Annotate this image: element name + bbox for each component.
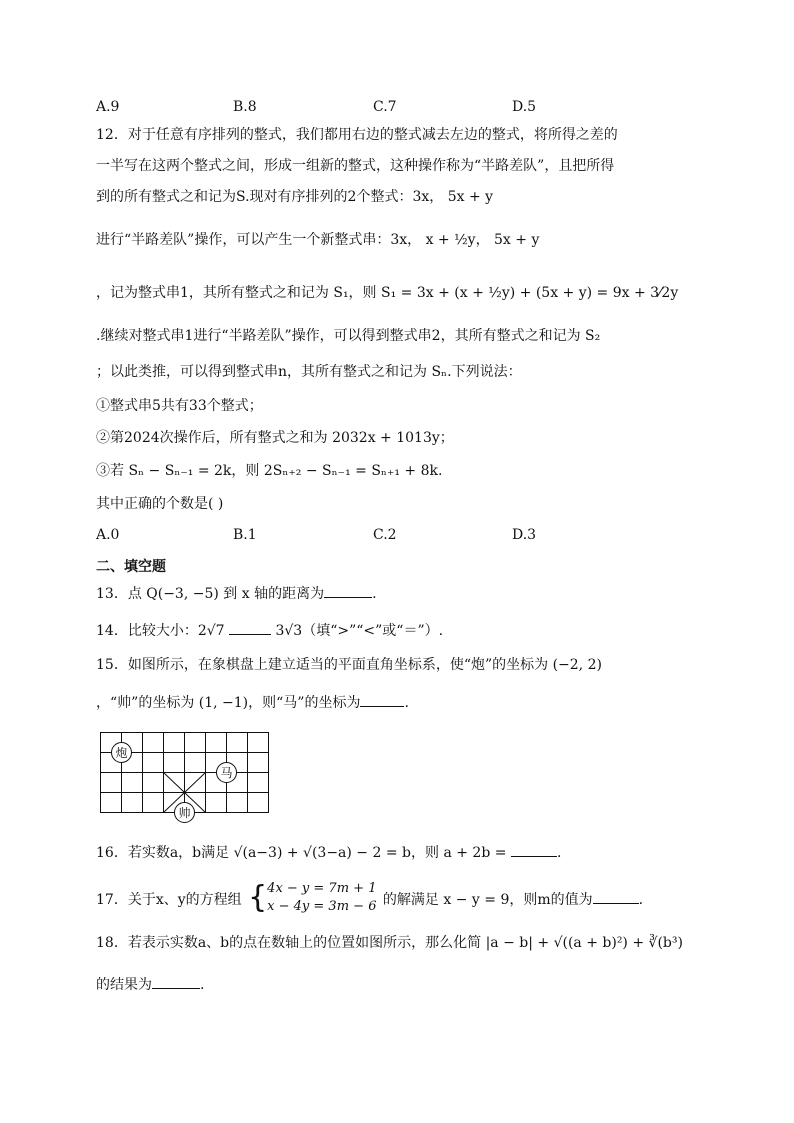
- q18-line-2: [96, 974, 204, 995]
- q12-line-6: .继续对整式串1进行“半路差队”操作，可以得到整式串2，其所有整式之和记为 S₂: [96, 328, 601, 344]
- q17-eq-2: x − 4y = 3m − 6: [267, 899, 377, 914]
- q12-statement-3: ③若 Sₙ − Sₙ₋₁ = 2k，则 2Sₙ₊₂ − Sₙ₋₁ = Sₙ₊₁ + 8k.: [96, 463, 443, 479]
- q17-prefix: 17．关于x、y的方程组: [96, 892, 242, 908]
- pao-label: 炮: [115, 746, 128, 760]
- q11-option-b: B.8: [233, 99, 257, 115]
- shuai-label: 帅: [178, 806, 191, 820]
- q13-text: 13．点 Q(−3, −5) 到 x 轴的距离为: [96, 586, 325, 602]
- q15-answer-blank[interactable]: [360, 692, 404, 707]
- q17-brace: {: [248, 880, 268, 915]
- q12-option-a: A.0: [96, 527, 120, 543]
- q12-question: 其中正确的个数是( ): [96, 496, 224, 512]
- q12-statement-2: ②第2024次操作后，所有整式之和为 2032x + 1013y；: [96, 430, 454, 446]
- q12-option-b: B.1: [233, 527, 257, 543]
- q18-line-1: 18．若表示实数a、b的点在数轴上的位置如图所示，那么化简 |a − b| + √((a + b)²) + ∛(b³): [96, 935, 683, 951]
- q12-line-7: ；以此类推，可以得到整式串n，其所有整式之和记为 Sₙ.下列说法：: [96, 364, 522, 380]
- piece-shuai: [175, 803, 195, 823]
- q17-system: [248, 880, 376, 916]
- q18-end: .: [200, 977, 205, 993]
- q17-suffix: 的解满足 x − y = 9，则m的值为: [382, 892, 593, 908]
- ma-label: 马: [220, 766, 233, 780]
- chessboard-figure: [96, 728, 276, 824]
- q14-line: [96, 620, 443, 641]
- q12-option-d: D.3: [512, 527, 537, 543]
- q16-answer-blank[interactable]: [511, 842, 557, 857]
- q15-text: ，“帅”的坐标为 (1, −1)，则“马”的坐标为: [96, 695, 361, 711]
- q14-mid: 3√3（填“>”“<”或“＝”）.: [275, 623, 444, 639]
- q16-line: [96, 842, 561, 863]
- q11-option-d: D.5: [512, 99, 537, 115]
- q17-equations: [267, 880, 376, 916]
- q16-text: 16．若实数a，b满足 √(a−3) + √(3−a) − 2 = b，则 a + 2b =: [96, 845, 507, 861]
- q12-line-5: ，记为整式串1，其所有整式之和记为 S₁，则 S₁ = 3x + (x + ½y) + (5x + y) = 9x + 3⁄2y: [96, 285, 679, 301]
- q13-end: .: [372, 586, 377, 602]
- q12-line-2: 一半写在这两个整式之间，形成一组新的整式，这种操作称为“半路差队”，且把所得: [96, 158, 615, 174]
- q11-option-a: A.9: [96, 99, 120, 115]
- piece-pao: [112, 743, 132, 763]
- q12-option-c: C.2: [373, 527, 397, 543]
- q17-line: [96, 882, 643, 918]
- section-title: 二、填空题: [96, 559, 166, 575]
- q11-option-c: C.7: [373, 99, 397, 115]
- q13-line: [96, 583, 377, 604]
- q15-line-2: [96, 692, 409, 713]
- q14-answer-blank[interactable]: [229, 620, 271, 635]
- q18-text: 的结果为: [96, 977, 152, 993]
- q13-answer-blank[interactable]: [324, 583, 372, 598]
- q15-end: .: [404, 695, 409, 711]
- piece-ma: [217, 763, 237, 783]
- q17-answer-blank[interactable]: [593, 889, 639, 904]
- q15-line-1: 15．如图所示，在象棋盘上建立适当的平面直角坐标系，使“炮”的坐标为 (−2, 2): [96, 657, 602, 673]
- q12-line-4: 进行“半路差队”操作，可以产生一个新整式串：3x， x + ½y， 5x + y: [96, 232, 540, 248]
- q17-eq-1: 4x − y = 7m + 1: [267, 881, 377, 896]
- q12-line-3: 到的所有整式之和记为S.现对有序排列的2个整式：3x， 5x + y: [96, 189, 494, 205]
- q18-answer-blank[interactable]: [152, 974, 200, 989]
- q14-text: 14．比较大小：2√7: [96, 623, 225, 639]
- q12-statement-1: ①整式串5共有33个整式；: [96, 398, 263, 414]
- q12-line-1: 12．对于任意有序排列的整式，我们都用右边的整式减去左边的整式，将所得之差的: [96, 127, 618, 143]
- q16-end: .: [556, 845, 562, 861]
- q17-end: .: [638, 892, 644, 908]
